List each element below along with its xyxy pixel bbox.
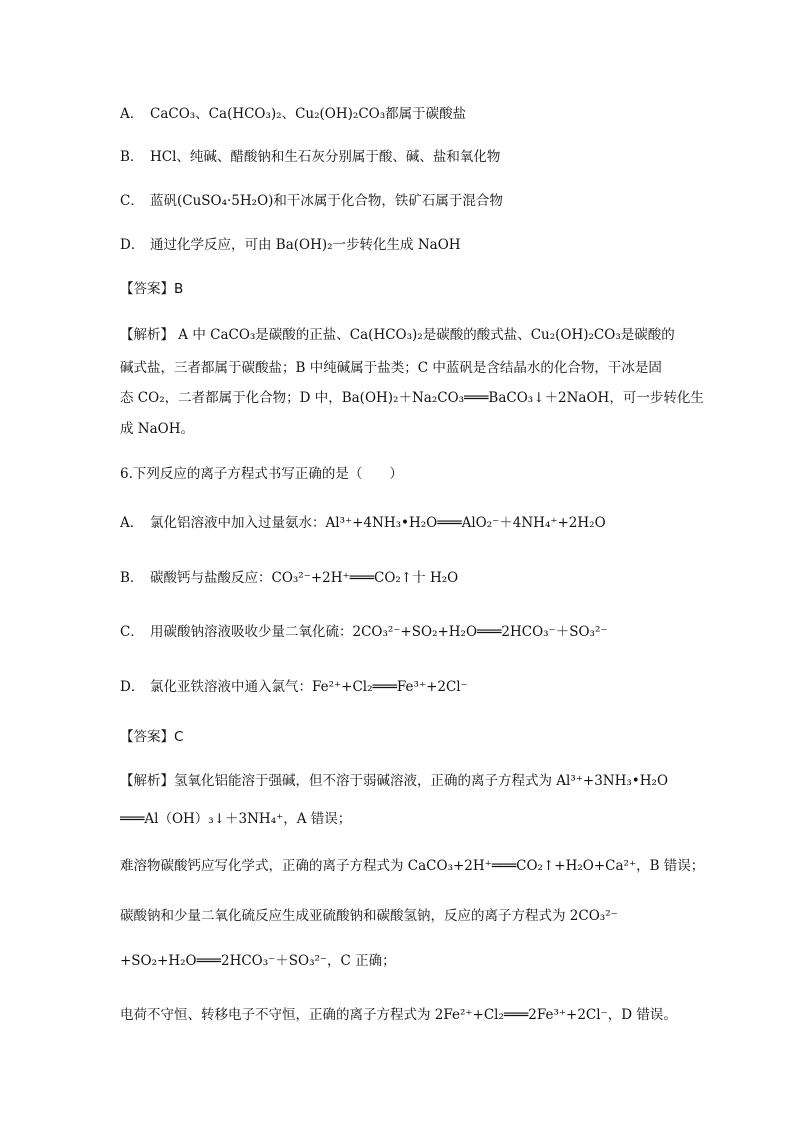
option-label: A． <box>120 106 144 122</box>
q6-explanation-line-5: +SO₂+H₂O═══2HCO₃⁻＋SO₃²⁻，C 正确； <box>120 953 396 969</box>
q5-option-d <box>120 237 461 253</box>
option-label: B． <box>120 149 144 165</box>
option-text: 氯化亚铁溶液中通入氯气：Fe²⁺+Cl₂═══Fe³⁺+2Cl⁻ <box>150 679 468 695</box>
q5-explanation-line-4: 成 NaOH。 <box>120 421 194 437</box>
q6-stem: 6.下列反应的离子方程式书写正确的是（ ） <box>120 466 403 482</box>
q6-answer: 【答案】C <box>120 729 184 745</box>
option-text: 碳酸钙与盐酸反应：CO₃²⁻+2H⁺═══CO₂↑十 H₂O <box>150 570 459 586</box>
q6-option-c <box>120 624 607 640</box>
q5-option-c <box>120 193 503 209</box>
q5-option-b <box>120 149 500 165</box>
q5-explanation-line-1: 【解析】 A 中 CaCO₃是碳酸的正盐、Ca(HCO₃)₂是碳酸的酸式盐、Cu₂(OH)₂CO₃是碳酸的 <box>120 327 675 343</box>
q5-explanation-line-2: 碱式盐，三者都属于碳酸盐；B 中纯碱属于盐类；C 中蓝矾是含结晶水的化合物，干冰是固 <box>120 360 662 376</box>
option-label: B． <box>120 570 144 586</box>
option-text: 通过化学反应，可由 Ba(OH)₂一步转化生成 NaOH <box>150 237 461 253</box>
option-text: CaCO₃、Ca(HCO₃)₂、Cu₂(OH)₂CO₃都属于碳酸盐 <box>150 106 467 122</box>
option-text: 氯化铝溶液中加入过量氨水：Al³⁺+4NH₃•H₂O═══AlO₂⁻＋4NH₄⁺+2H₂O <box>150 515 606 531</box>
option-label: D． <box>120 237 145 253</box>
q6-option-b <box>120 570 458 586</box>
option-text: HCl、纯碱、醋酸钠和生石灰分别属于酸、碱、盐和氧化物 <box>150 149 501 165</box>
q5-option-a <box>120 106 466 122</box>
option-label: C． <box>120 193 144 209</box>
option-label: A． <box>120 515 144 531</box>
q6-explanation-line-4: 碳酸钠和少量二氧化硫反应生成亚硫酸钠和碳酸氢钠，反应的离子方程式为 2CO₃²⁻ <box>120 908 618 924</box>
option-text: 用碳酸钠溶液吸收少量二氧化硫：2CO₃²⁻+SO₂+H₂O═══2HCO₃⁻＋SO₃²⁻ <box>150 624 608 640</box>
q5-answer: 【答案】B <box>120 281 184 297</box>
q6-explanation-line-1: 【解析】氢氧化铝能溶于强碱，但不溶于弱碱溶液，正确的离子方程式为 Al³⁺+3NH₃•H₂O <box>120 773 669 789</box>
q6-option-a <box>120 515 606 531</box>
option-text: 蓝矾(CuSO₄·5H₂O)和干冰属于化合物，铁矿石属于混合物 <box>150 193 503 209</box>
option-label: C． <box>120 624 144 640</box>
option-label: D． <box>120 679 145 695</box>
q6-explanation-line-2: ═══Al（OH）₃↓＋3NH₄⁺，A 错误； <box>120 811 352 827</box>
q6-option-d <box>120 679 468 695</box>
q5-explanation-line-3: 态 CO₂，二者都属于化合物；D 中，Ba(OH)₂＋Na₂CO₃═══BaCO₃↓＋2NaOH，可一步转化生 <box>120 390 704 406</box>
q6-explanation-line-3: 难溶物碳酸钙应写化学式，正确的离子方程式为 CaCO₃+2H⁺═══CO₂↑+H₂O+Ca²⁺，B 错误； <box>120 858 705 874</box>
q6-explanation-line-6: 电荷不守恒、转移电子不守恒，正确的离子方程式为 2Fe²⁺+Cl₂═══2Fe³⁺+2Cl⁻，D 错误。 <box>120 1007 677 1023</box>
